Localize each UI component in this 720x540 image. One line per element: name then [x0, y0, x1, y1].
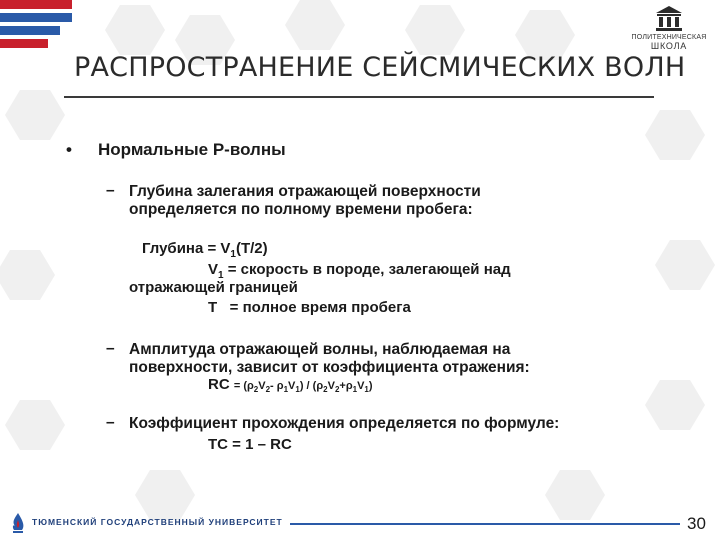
- rc-label: RC: [208, 376, 230, 393]
- dash-marker: –: [106, 340, 115, 357]
- item2-line2: поверхности, зависит от коэффициента отражения:: [129, 359, 530, 376]
- university-name: ТЮМЕНСКИЙ ГОСУДАРСТВЕННЫЙ УНИВЕРСИТЕТ: [32, 517, 283, 527]
- logo-line2: ШКОЛА: [650, 41, 688, 51]
- rc-formula: [208, 376, 373, 394]
- footer-rule: [290, 523, 680, 525]
- logo-line1: ПОЛИТЕХНИЧЕСКАЯ: [631, 34, 707, 41]
- tc-formula: TC = 1 – RC: [208, 436, 292, 453]
- slide-title: РАСПРОСТРАНЕНИЕ СЕЙСМИЧЕСКИХ ВОЛН: [74, 52, 686, 83]
- dash-marker: –: [106, 182, 115, 199]
- item1-line1: Глубина залегания отражающей поверхности: [129, 183, 481, 200]
- v1-definition-line1: $V_1$ = скорость в породе, залегающей над: [208, 261, 511, 281]
- bullet-dot: •: [66, 140, 72, 159]
- item2-line1: Амплитуда отражающей волны, наблюдаемая на: [129, 341, 511, 358]
- item3-line1: Коэффициент прохождения определяется по формуле:: [129, 415, 560, 432]
- v1-definition-line2: отражающей границей: [129, 279, 298, 296]
- page-number: 30: [687, 514, 706, 533]
- t-definition: T = полное время пробега: [208, 299, 411, 316]
- depth-formula: Глубина = $V_1(T/2)$: [142, 240, 268, 260]
- university-flame-icon: [8, 512, 28, 534]
- item1-line2: определяется по полному времени пробега:: [129, 201, 473, 218]
- dash-marker: –: [106, 414, 115, 431]
- bullet-heading: Нормальные Р-волны: [98, 140, 286, 159]
- rc-expression: = ($\rho_2V_2-$ $\rho_1V_1) / (\rho_2V_2+\rho_1V_1)$: [233, 380, 373, 395]
